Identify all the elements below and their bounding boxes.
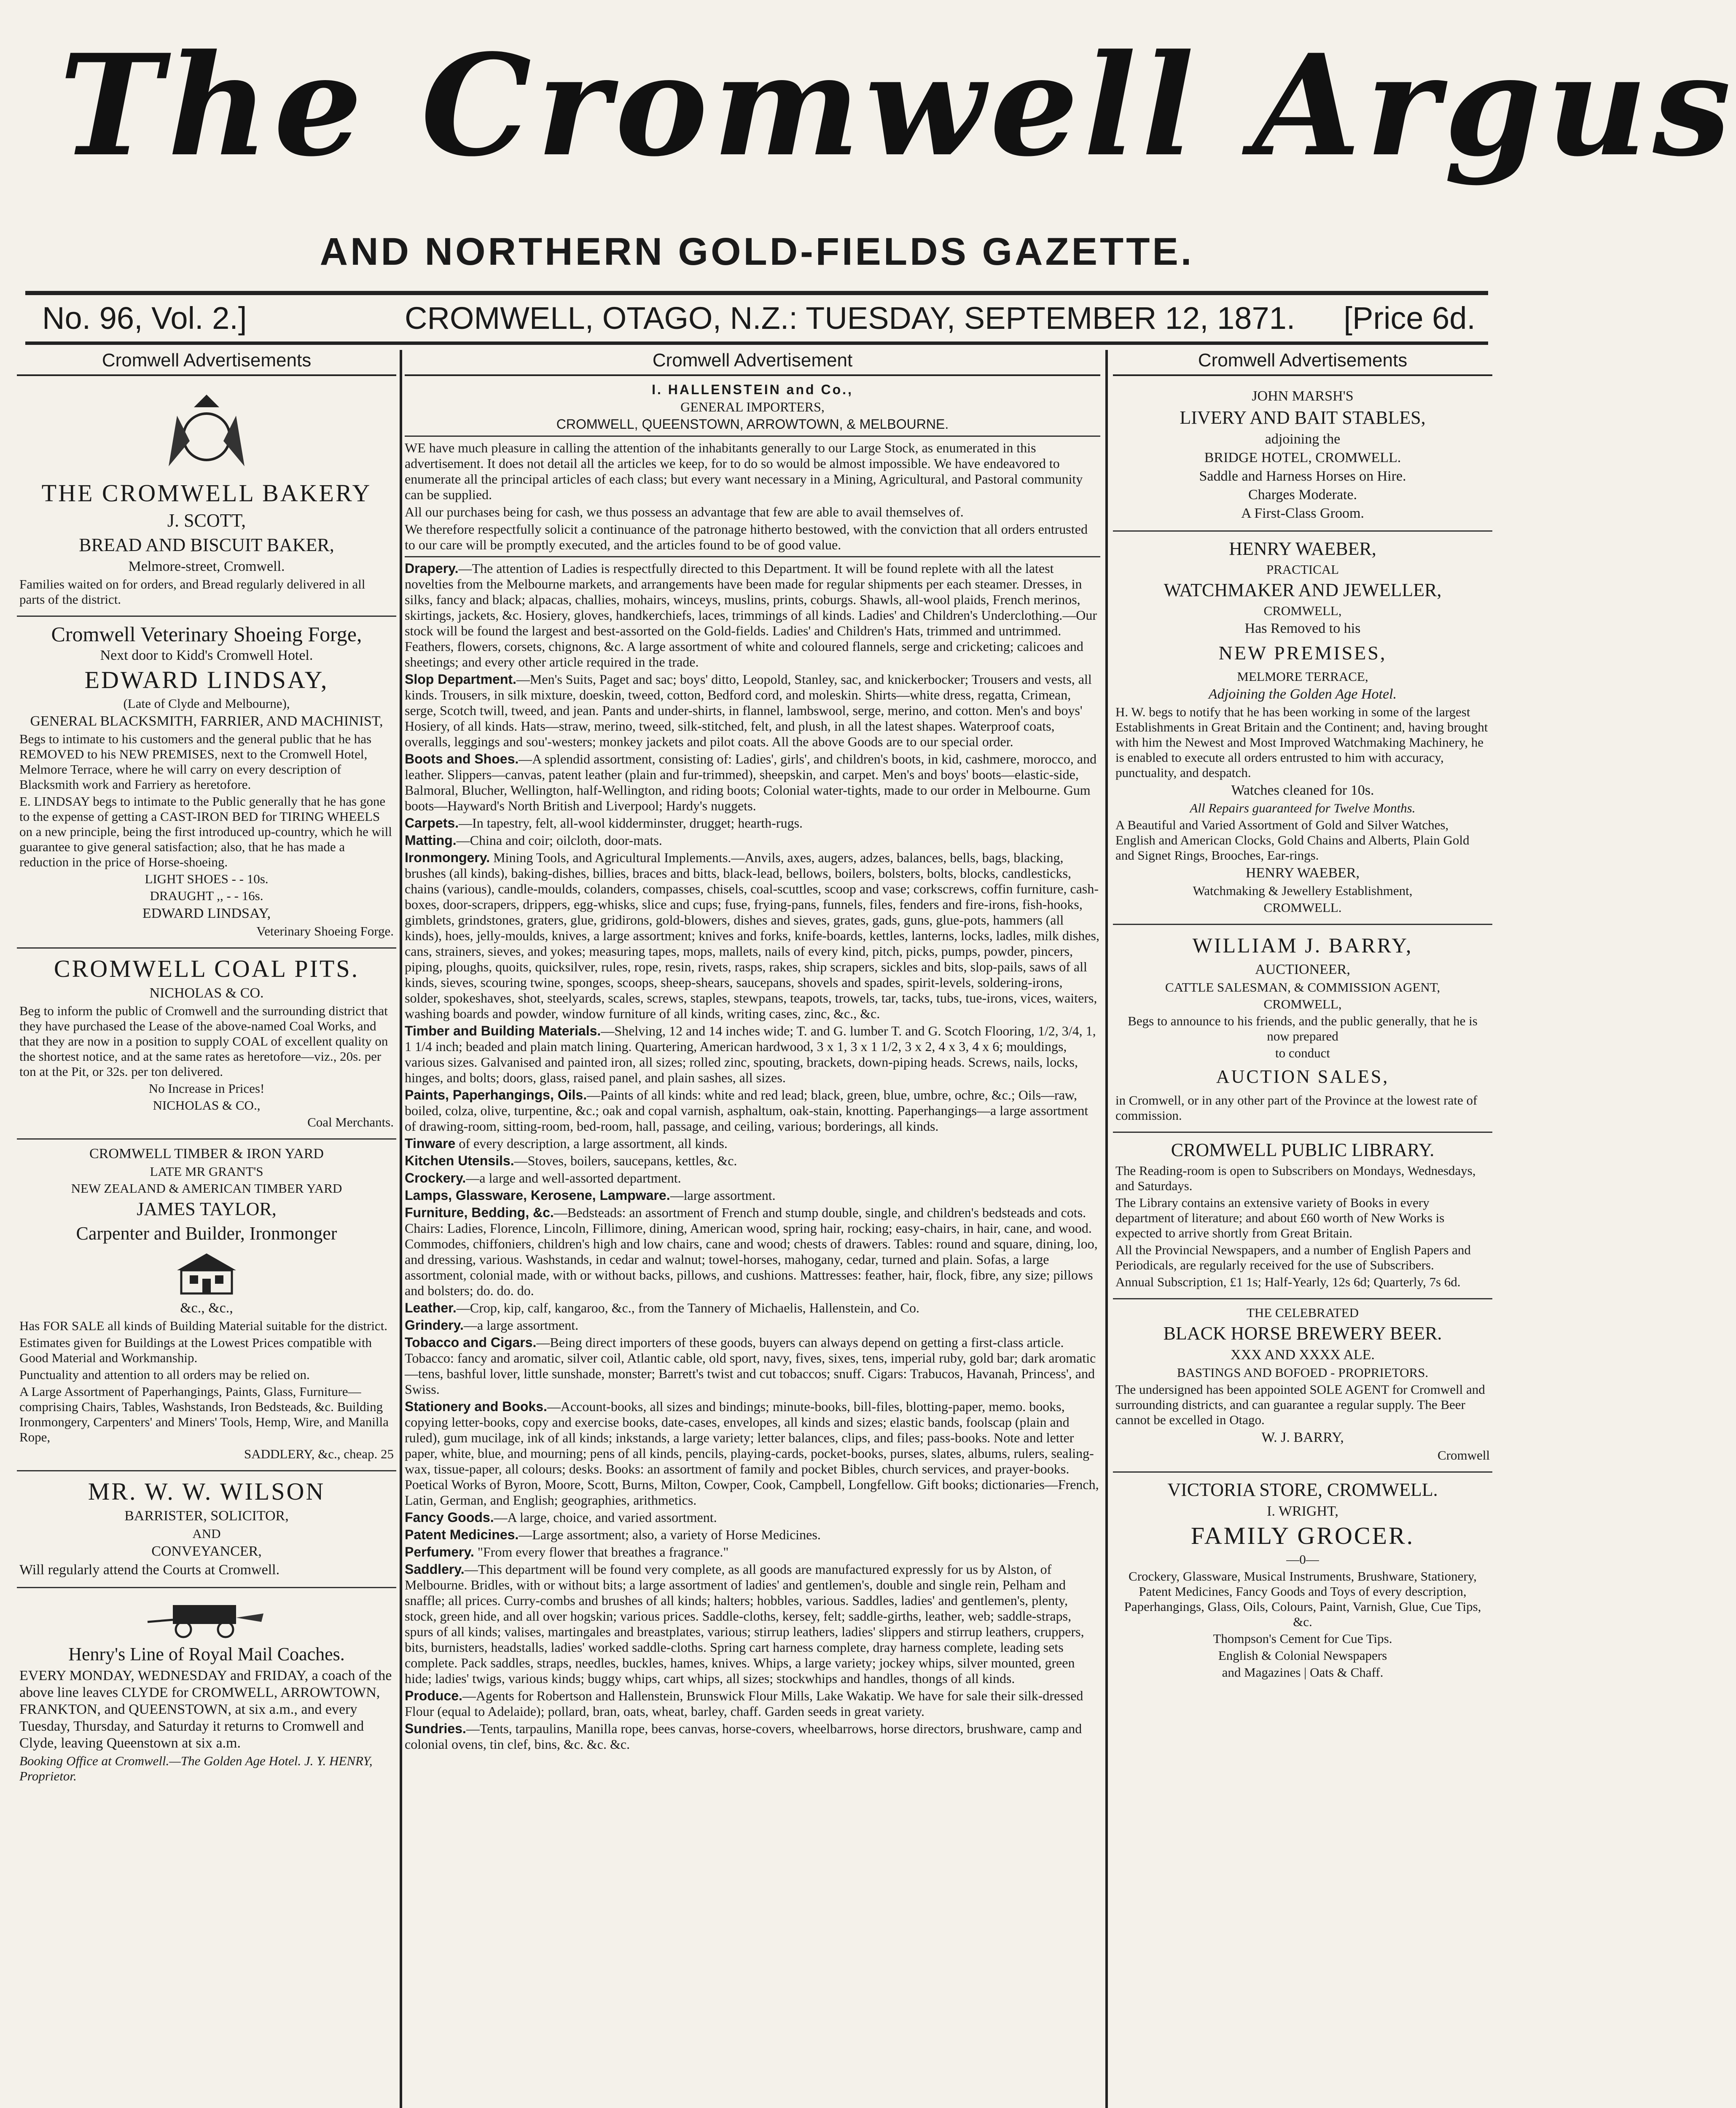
department-name: Matting.	[405, 833, 457, 848]
bakery-ad	[17, 382, 396, 617]
department-entry	[405, 561, 1100, 670]
department-name: Carpets.	[405, 815, 459, 831]
department-entry	[405, 1562, 1100, 1686]
department-list	[405, 561, 1100, 1752]
department-entry	[405, 1205, 1100, 1299]
library-text: The Reading-room is open to Subscribers on Mondays, Wednesdays, and Saturdays.	[1115, 1163, 1476, 1193]
department-entry	[405, 1023, 1100, 1086]
timber-text: Has FOR SALE all kinds of Building Material suitable for the district.	[19, 1318, 388, 1333]
department-entry	[405, 833, 1100, 848]
watchmaker-assortment: A Beautiful and Varied Assortment of Gold and Silver Watches, English and American Clocks, Gold Chains and Alberts, Plain Gold and Signet Rings, Brooches, Ear-rings.	[1115, 817, 1470, 863]
firm-name: I. HALLENSTEIN and Co.,	[652, 382, 853, 397]
firm-towns: CROMWELL, QUEENSTOWN, ARROWTOWN, & MELBOURNE.	[556, 417, 949, 432]
forge-signature: EDWARD LINDSAY,	[142, 906, 271, 921]
coach-text: EVERY MONDAY, WEDNESDAY and FRIDAY, a coach of the above line leaves CLYDE for CROMWELL, ARROWTOWN, FRANKTON, and QUEENSTOWN, at six a.m., and every Tuesday, Thursday, and Saturday it returns to Cromwell and Clyde, leaving Queenstown at six a.m.	[19, 1668, 392, 1751]
store-ad	[1113, 1473, 1492, 1689]
forge-text: Begs to intimate to his customers and the general public that he has REMOVED to his NEW PREMISES, next to the Cromwell Hotel, Melmore Terrace, where he will carry on every description of Blacksmith work and Farriery as heretofore.	[19, 731, 372, 792]
watchmaker-cromwell: CROMWELL.	[1263, 900, 1342, 915]
coal-signature-sub: Coal Merchants.	[307, 1115, 394, 1129]
issue-number: No. 96, Vol. 2.]	[42, 301, 247, 336]
forge-title: Cromwell Veterinary Shoeing Forge,	[51, 622, 362, 646]
forge-late: (Late of Clyde and Melbourne),	[123, 696, 290, 711]
coach-icon	[143, 1597, 270, 1639]
watchmaker-town: CROMWELL,	[1263, 603, 1342, 618]
stables-text: Charges Moderate.	[1248, 487, 1357, 503]
masthead	[0, 0, 1736, 341]
timber-text: Punctuality and attention to all orders may be relied on.	[19, 1367, 310, 1382]
right-column	[1113, 350, 1492, 2108]
coach-title: Henry's Line of Royal Mail Coaches.	[68, 1644, 345, 1664]
bakery-proprietor: J. SCOTT,	[167, 510, 246, 531]
solicitor-ad	[17, 1471, 396, 1588]
price: [Price 6d.	[1344, 301, 1475, 336]
left-column	[17, 350, 396, 2108]
store-title: VICTORIA STORE, CROMWELL.	[1167, 1479, 1438, 1500]
department-name: Drapery.	[405, 561, 459, 576]
brewery-town: Cromwell	[1438, 1448, 1490, 1463]
department-text: —Being direct importers of these goods, buyers can always depend on getting a first-class article. Tobacco: fancy and aromatic, silver coil, Atlantic cable, old sport, navy, fives, sixes, tens, imperial ruby, gold bar; dark aromatic—tens, bashful lover, little sunshade, monster; Barrett's twist and cut tobaccos; snuff. Cigars: Trabucos, Havanah, Princess', and Swiss.	[405, 1335, 1096, 1397]
department-entry	[405, 751, 1100, 814]
department-text: —a large and well-assorted department.	[466, 1170, 681, 1186]
brewery-signature: W. J. BARRY,	[1261, 1430, 1344, 1445]
timber-yard: NEW ZEALAND & AMERICAN TIMBER YARD	[71, 1181, 342, 1196]
forge-price: DRAUGHT ,, - - 16s.	[150, 888, 263, 903]
auctioneer-text: in Cromwell, or in any other part of the Province at the lowest rate of commission.	[1115, 1093, 1478, 1123]
house-icon	[169, 1249, 245, 1296]
column-heading: Cromwell Advertisements	[17, 350, 396, 376]
column-heading: Cromwell Advertisements	[1113, 350, 1492, 376]
watchmaker-establishment: Watchmaking & Jewellery Establishment,	[1193, 883, 1413, 898]
brewery-ale: XXX AND XXXX ALE.	[1231, 1347, 1375, 1363]
library-title: CROMWELL PUBLIC LIBRARY.	[1171, 1140, 1435, 1160]
auctioneer-ad	[1113, 925, 1492, 1133]
divider	[405, 556, 1100, 557]
coach-ad	[17, 1588, 396, 1792]
department-text: —Bedsteads: an assortment of French and stump double, single, and children's bedsteads and cots. Chairs: Ladies, Florence, Lincoln, Fillimore, dining, American wood, spring hair, rocking; easy-chairs, in hair, cane, and wood. Commodes, chiffoniers, children's high and low chairs, cane and wood; chests of drawers. Tables: round and square, dining, loo, and dressing, various. Washstands, in cedar and walnut; towel-horses, mahogany, cedar, turned and plain. Sofas, a large assortment, colonial made, with or without backs, pillows, and cushions. Mattresses: feather, hair, flock, fibre, any size; pillows and bolsters; do. do. do.	[405, 1205, 1098, 1298]
department-name: Patent Medicines.	[405, 1527, 519, 1542]
department-text: —Shelving, 12 and 14 inches wide; T. and G. lumber T. and G. Scotch Flooring, 1/2, 3/4, 1, 1 1/4 inch; beaded and plain match lining. Quartering, American hardwood, 3 x 1, 3 x 1 1/2, 3 x 2, 4 x 3, 4 x 6; mouldings, various sizes. Galvanised and painted iron, all sizes; rolled zinc, spouting, brackets, down-piping heads. Screws, nails, locks, hinges, and bolts; doors, glass, raised panel, and plain sashes, all sizes.	[405, 1023, 1096, 1085]
intro-paragraph: We therefore respectfully solicit a continuance of the patronage hitherto bestowed, with the conviction that all orders entrusted to our care will be promptly executed, and the articles found to be of good value.	[405, 522, 1088, 552]
department-name: Fancy Goods.	[405, 1510, 494, 1525]
coal-firm: NICHOLAS & CO.	[149, 985, 264, 1001]
department-text: —A large, choice, and varied assortment.	[494, 1510, 717, 1525]
timber-text: A Large Assortment of Paperhangings, Paints, Glass, Furniture—comprising Chairs, Tables, Washstands, Iron Bedsteads, &c. Building Ironmongery, Carpenters' and Miners' Tools, Hemp, Wire, and Manilla Rope,	[19, 1384, 389, 1444]
department-text: —Tents, tarpaulins, Manilla rope, bees canvas, horse-covers, wheelbarrows, horse directors, brushware, camp and colonial ovens, tin clef, bins, &c. &c. &c.	[405, 1721, 1082, 1752]
coal-note: No Increase in Prices!	[148, 1081, 265, 1096]
column-heading: Cromwell Advertisement	[405, 350, 1100, 376]
forge-text: E. LINDSAY begs to intimate to the Public generally that he has gone to the expense of getting a CAST-IRON BED for TIRING WHEELS on a new principle, being the first introduced up-country, which he will guarantee to give general satisfaction; also, that he has made a reduction in the price of Horse-shoeing.	[19, 794, 392, 869]
department-name: Sundries.	[405, 1721, 466, 1736]
department-entry	[405, 1087, 1100, 1134]
department-text: —Men's Suits, Paget and sac; boys' ditto, Leopold, Stanley, sac, and knickerbocker; Trousers and vests, all kinds. Trousers, in silk mixture, doeskin, tweed, cotton, Bedford cord, and moleskin. Shirts—white dress, regatta, Crimean, serge, Scotch twill, tweed, and jean. Pants and under-shirts, in flannel, lambswool, serge, merino, and cotton. Men's and boys' Hosiery, of all kinds. Hats—straw, merino, tweed, silk-stitched, felt, and plush, in all the latest shapes. Waterproof coats, overalls, leggings and sou'-westers; monkey jackets and pilot coats. All the above Goods are to our special order.	[405, 672, 1092, 749]
divider	[405, 436, 1100, 437]
dateline: CROMWELL, OTAGO, N.Z.: TUESDAY, SEPTEMBER 12, 1871.	[405, 301, 1295, 336]
library-text: All the Provincial Newspapers, and a number of English Papers and Periodicals, are regularly received for the use of Subscribers.	[1115, 1242, 1471, 1272]
watchmaker-cleaning: Watches cleaned for 10s.	[1231, 782, 1374, 798]
department-entry	[405, 1188, 1100, 1203]
coal-ad	[17, 949, 396, 1140]
dateline-bar	[25, 291, 1488, 345]
stables-title: LIVERY AND BAIT STABLES,	[1180, 407, 1426, 428]
department-text: —China and coir; oilcloth, door-mats.	[456, 833, 662, 848]
forge-proprietor: EDWARD LINDSAY,	[84, 666, 329, 694]
stables-text: A First-Class Groom.	[1241, 505, 1364, 521]
library-text: Annual Subscription, £1 1s; Half-Yearly, 12s 6d; Quarterly, 7s 6d.	[1115, 1274, 1461, 1289]
department-entry	[405, 1721, 1100, 1752]
stables-ad	[1113, 382, 1492, 532]
store-owner: I. WRIGHT,	[1267, 1503, 1338, 1519]
store-trade: FAMILY GROCER.	[1190, 1522, 1415, 1549]
coal-title: CROMWELL COAL PITS.	[54, 955, 360, 982]
newspaper-subtitle: AND NORTHERN GOLD-FIELDS GAZETTE.	[320, 230, 1194, 273]
timber-proprietor: JAMES TAYLOR,	[137, 1199, 277, 1219]
auctioneer-town: CROMWELL,	[1263, 997, 1342, 1011]
timber-title: CROMWELL TIMBER & IRON YARD	[89, 1146, 324, 1162]
forge-price: LIGHT SHOES - - 10s.	[145, 871, 269, 886]
watchmaker-guarantee: All Repairs guaranteed for Twelve Months.	[1190, 801, 1416, 815]
department-text: —Account-books, all sizes and bindings; minute-books, bill-files, blotting-paper, memo. books, copying letter-books, copy and exercise books, date-cases, envelopes, all kinds and sizes; elastic bands, foolscap (plain and ruled), gum mucilage, ink of all kinds; inkstands, a large variety; letter balances, clips, and files; pass-books. Note and letter paper, white, blue, and mourning; pens of all kinds, pencils, playing-cards, pocket-books, purses, slates, albums, rulers, sealing-wax, tissue-paper, all colours; desks. Books: an assortment of family and pocket Bibles, church services, and prayer-books. Poetical Works of Byron, Moore, Scott, Burns, Milton, Cowper, Cook, Campbell, Longfellow. Gift books; dictionaries—French, Latin, German, and English; geographies, arithmetics.	[405, 1399, 1099, 1508]
department-name: Timber and Building Materials.	[405, 1023, 601, 1038]
coach-booking: Booking Office at Cromwell.—The Golden Age Hotel. J. Y. HENRY, Proprietor.	[19, 1753, 373, 1783]
intro-paragraph: WE have much pleasure in calling the attention of the inhabitants generally to our Large Stock, as enumerated in this advertisement. It does not detail all the articles we keep, for to do so would be almost impossible. We have endeavored to enumerate all the principal articles of each class; but every want necessary in a Mining, Agricultural, and Pastoral community can be supplied.	[405, 440, 1083, 502]
department-name: Paints, Paperhangings, Oils.	[405, 1087, 587, 1102]
store-text: and Magazines | Oats & Chaff.	[1222, 1665, 1384, 1680]
bakery-title: THE CROMWELL BAKERY	[41, 479, 372, 507]
center-column	[405, 350, 1100, 2108]
newspaper-title: The Cromwell Argus	[59, 24, 1736, 187]
department-text: —A splendid assortment, consisting of: Ladies', girls', and children's boots, in kid, cashmere, morocco, and leather. Slippers—canvas, patent leather (plain and fur-trimmed), sheepskin, and carpet. Men's and boys' boots—elastic-side, Balmoral, Blucher, Wellington, half-Wellington, and riding boots; Colonial water-tights, made to our order in Melbourne. Gum boots—Hayward's North British and Liverpool; Hardy's nuggets.	[405, 751, 1097, 813]
stables-text: Saddle and Harness Horses on Hire.	[1199, 468, 1406, 484]
department-entry	[405, 850, 1100, 1022]
department-text: Mining Tools, and Agricultural Implements.—Anvils, axes, augers, adzes, balances, bells, bags, blacking, brushes (all kinds), baking-dishes, billies, braces and bitts, black-lead, bellows, boilers, bolsters, bolts, blocks, candlesticks, chains (various), candle-moulds, colanders, compasses, chisels, coal-scuttles, scoop and vase; corkscrews, coffin furniture, cash-boxes, door-scrapers, drippers, egg-whisks, slice and cups; fuse, frying-pans, funnels, files, fenders and fire-irons, fish-hooks, gimblets, grindstones, graters, glue, gridirons, gold-blowers, dishes and sieves, grates, gads, guns, glue-pots, hammers (all kinds), hoes, jelly-moulds, knives, a large assortment; knives and forks, knife-boards, kettles, lanterns, locks, ladles, milk dishes, cans, strainers, sieves, and yokes; measuring tapes, mops, mallets, nails of every kind, pitch, picks, pumps, powder, pincers, piping, ploughs, quoits, quicksilver, rules, rope, resin, rivets, rasps, rakes, ship scrapers, sickles and bits, slop-pails, saws of all kinds, sieves, scouring twine, sponges, scoops, sheep-shears, saucepans, shovels and spades, spirit-levels, soldering-irons, solder, spokeshaves, shot, steelyards, scales, screws, staples, stewpans, teapots, trowels, tar, tacks, tubs, tue-irons, vices, waiters, washing boards and powder, window furniture of all kinds, writing cases, zinc, &c., &c.	[405, 850, 1099, 1021]
department-name: Slop Department.	[405, 672, 516, 687]
timber-ad	[17, 1140, 396, 1471]
watchmaker-terrace: MELMORE TERRACE,	[1237, 669, 1368, 684]
bakery-address: Melmore-street, Cromwell.	[128, 559, 285, 574]
department-text: —large assortment.	[670, 1188, 776, 1203]
department-text: —The attention of Ladies is respectfully directed to this Department. It will be found replete with all the latest novelties from the Melbourne markets, and arrangements have been made for regular shipments per each steamer. Dresses, in silks, fancy and black; alpacas, challies, mohairs, winceys, muslins, prints, coburgs. Shawls, all-wool plaids, French merinos, skirtings, jackets, &c. Hosiery, gloves, handkerchiefs, laces, trimmings of all kinds. Ladies' and Children's Underclothing.—Our stock will be found the largest and best-assorted on the Gold-fields. Ladies' and Children's Hats, trimmed and untrimmed. Feathers, flowers, corsets, chignons, &c. A large assortment of white and coloured flannels, serge and cricketing; calicoes and sheetings; and every other article required in the trade.	[405, 561, 1097, 670]
auctioneer-text: Begs to announce to his friends, and the public generally, that he is now prepared	[1128, 1014, 1478, 1043]
department-text: —In tapestry, felt, all-wool kidderminster, drugget; hearth-rugs.	[459, 815, 803, 831]
department-name: Produce.	[405, 1688, 462, 1703]
department-entry	[405, 1544, 1100, 1560]
auctioneer-title: AUCTIONEER,	[1255, 962, 1350, 977]
library-ad	[1113, 1133, 1492, 1299]
solicitor-name: MR. W. W. WILSON	[88, 1478, 325, 1505]
department-entry	[405, 672, 1100, 750]
timber-text: Estimates given for Buildings at the Lowest Prices compatible with Good Material and Workmanship.	[19, 1335, 372, 1365]
watchmaker-ad	[1113, 532, 1492, 925]
brewery-celebrated: THE CELEBRATED	[1246, 1305, 1359, 1320]
coal-text: Beg to inform the public of Cromwell and the surrounding district that they have purchased the Lease of the above-named Coal Works, and that they are now in a position to supply COAL of excellent quality on the shortest notice, and at the same rates as heretofore—viz., 20s. per ton at the Pit, or 32s. per ton delivered.	[19, 1003, 388, 1079]
timber-etc: &c., &c.,	[180, 1300, 233, 1316]
column-rule	[1105, 350, 1108, 2108]
store-text: Crockery, Glassware, Musical Instruments, Brushware, Stationery, Patent Medicines, Fancy Goods and Toys of every description, Paperhangings, Glass, Oils, Colours, Paint, Varnish, Glue, Cue Tips, &c.	[1124, 1569, 1481, 1629]
watchmaker-name: HENRY WAEBER,	[1229, 538, 1376, 559]
department-name: Boots and Shoes.	[405, 751, 519, 766]
store-text: English & Colonial Newspapers	[1218, 1648, 1387, 1663]
department-entry	[405, 1399, 1100, 1508]
watchmaker-text: H. W. begs to notify that he has been working in some of the largest Establishments in Great Britain and the Continent; and, having brought with him the Newest and Most Improved Watchmaking Machinery, he is enabled to execute all orders entrusted to him with accuracy, punctuality, and despatch.	[1115, 704, 1488, 780]
department-text: of every description, a large assortment, all kinds.	[455, 1136, 728, 1151]
coal-signature: NICHOLAS & CO.,	[153, 1098, 261, 1113]
solicitor-title: BARRISTER, SOLICITOR,	[124, 1508, 289, 1524]
department-text: —Paints of all kinds: white and red lead; black, green, blue, umbre, ochre, &c.; Oils—raw, boiled, colza, olive, turpentine, &c.; oak and copal varnish, asphaltum, oak-stain, knotting. Paperhangings—a large assortment of drawing-room, sitting-room, bed-room, hall, passage, and ceiling, various; borderings, all kinds.	[405, 1087, 1088, 1134]
stables-adjoin: adjoining the	[1265, 431, 1341, 447]
department-name: Leather.	[405, 1300, 457, 1315]
department-text: "From every flower that breathes a fragrance."	[474, 1544, 729, 1559]
department-text: —Large assortment; also, a variety of Horse Medicines.	[519, 1527, 821, 1542]
timber-saddlery: SADDLERY, &c., cheap. 25	[244, 1447, 394, 1461]
firm-subtitle: GENERAL IMPORTERS,	[680, 399, 825, 414]
watchmaker-practical: PRACTICAL	[1266, 562, 1339, 577]
department-entry	[405, 1335, 1100, 1397]
department-text: —Stoves, boilers, saucepans, kettles, &c.	[514, 1153, 737, 1168]
department-name: Perfumery.	[405, 1544, 474, 1559]
watchmaker-adjoin: Adjoining the Golden Age Hotel.	[1208, 686, 1397, 702]
solicitor-and: AND	[192, 1526, 221, 1541]
auctioneer-agent: CATTLE SALESMAN, & COMMISSION AGENT,	[1165, 980, 1440, 995]
store-ornament: —0—	[1286, 1552, 1319, 1567]
department-name: Crockery.	[405, 1170, 466, 1186]
department-entry	[405, 1153, 1100, 1169]
solicitor-title: CONVEYANCER,	[151, 1543, 262, 1559]
department-entry	[405, 1527, 1100, 1543]
department-text: —This department will be found very complete, as all goods are manufactured expressly for us by Alston, of Melbourne. Bridles, with or without bits; a large assortment of ladies' and gentlemen's, double and single rein, Pelham and snaffle; all prices. Curry-combs and brushes of all kinds; halters; hobbles, various. Saddles, ladies' and gentlemen's, plenty, stock, green hide, and all over hogskin; various prices. Saddle-cloths, kersey, felt; saddle-girths, leather, web; saddle-straps, spurs of all kinds; valises, martingales and breastplates, various; stirrup leathers, ladies' slippers and stirrup leathers, cruppers, bits, burnisters, headstalls, ladies' worked saddle-cloths. Spring cart harness complete, dray harness complete, leading sets complete. Pack saddles, straps, needles, buckles, hames, knives. Whips, a large variety; jockey whips, silver mounted, green hide; ladies' twigs, various kinds; buggy whips, cart whips, all sizes; stockwhips and handles, thongs of all kinds.	[405, 1562, 1084, 1686]
library-text: The Library contains an extensive variety of Books in every department of literature; and about £60 worth of New Works is expected to arrive shortly from Great Britain.	[1115, 1195, 1445, 1240]
department-text: —Crop, kip, calf, kangaroo, &c., from the Tannery of Michaelis, Hallenstein, and Co.	[456, 1300, 919, 1315]
department-entry	[405, 1136, 1100, 1151]
stables-hotel: BRIDGE HOTEL, CROMWELL.	[1204, 450, 1401, 465]
auctioneer-name: WILLIAM J. BARRY,	[1192, 933, 1413, 957]
column-rule	[400, 350, 402, 2108]
brewery-proprietors: BASTINGS AND BOFOED - PROPRIETORS.	[1177, 1365, 1429, 1380]
auctioneer-sales: AUCTION SALES,	[1216, 1066, 1389, 1087]
store-text: Thompson's Cement for Cue Tips.	[1213, 1631, 1392, 1646]
department-name: Ironmongery.	[405, 850, 490, 865]
timber-trade: Carpenter and Builder, Ironmonger	[76, 1223, 337, 1244]
bakery-note: Families waited on for orders, and Bread regularly delivered in all parts of the district.	[19, 577, 365, 607]
watchmaker-premises: NEW PREMISES,	[1218, 642, 1387, 664]
forge-signature-sub: Veterinary Shoeing Forge.	[256, 924, 394, 938]
department-name: Stationery and Books.	[405, 1399, 547, 1414]
department-entry	[405, 1688, 1100, 1719]
department-entry	[405, 1510, 1100, 1525]
department-entry	[405, 1170, 1100, 1186]
forge-trade: GENERAL BLACKSMITH, FARRIER, AND MACHINIST,	[30, 713, 383, 729]
brewery-title: BLACK HORSE BREWERY BEER.	[1163, 1323, 1442, 1344]
department-name: Lamps, Glassware, Kerosene, Lampware.	[405, 1188, 670, 1203]
intro-paragraph: All our purchases being for cash, we thus possess an advantage that few are able to avail themselves of.	[405, 504, 964, 519]
watchmaker-removed: Has Removed to his	[1244, 621, 1361, 636]
forge-ad	[17, 617, 396, 949]
department-name: Kitchen Utensils.	[405, 1153, 514, 1168]
bakery-trade: BREAD AND BISCUIT BAKER,	[79, 535, 334, 555]
department-text: —Agents for Robertson and Hallenstein, Brunswick Flour Mills, Lake Wakatip. We have for sale their silk-dressed Flour (equal to Adelaide); pollard, bran, oats, wheat, barley, chaff. Garden seeds in great variety.	[405, 1688, 1083, 1719]
brewery-text: The undersigned has been appointed SOLE AGENT for Cromwell and surrounding districts, and can guarantee a regular supply. The Beer cannot be excelled in Otago.	[1115, 1382, 1485, 1427]
department-name: Grindery.	[405, 1318, 464, 1333]
solicitor-text: Will regularly attend the Courts at Cromwell.	[19, 1562, 280, 1578]
auctioneer-text: to conduct	[1275, 1046, 1330, 1060]
brewery-ad	[1113, 1299, 1492, 1473]
department-name: Furniture, Bedding, &c.	[405, 1205, 554, 1220]
watchmaker-trade: WATCHMAKER AND JEWELLER,	[1164, 580, 1442, 600]
department-name: Saddlery.	[405, 1562, 465, 1577]
department-name: Tobacco and Cigars.	[405, 1335, 537, 1350]
department-entry	[405, 1300, 1100, 1316]
stables-owner: JOHN MARSH'S	[1252, 388, 1354, 404]
timber-late: LATE MR GRANT'S	[150, 1164, 263, 1179]
forge-location: Next door to Kidd's Cromwell Hotel.	[100, 648, 313, 663]
watchmaker-signature: HENRY WAEBER,	[1245, 865, 1360, 881]
department-entry	[405, 1318, 1100, 1333]
department-name: Tinware	[405, 1136, 456, 1151]
department-text: —a large assortment.	[463, 1318, 579, 1333]
department-entry	[405, 815, 1100, 831]
royal-arms-icon	[143, 390, 270, 475]
